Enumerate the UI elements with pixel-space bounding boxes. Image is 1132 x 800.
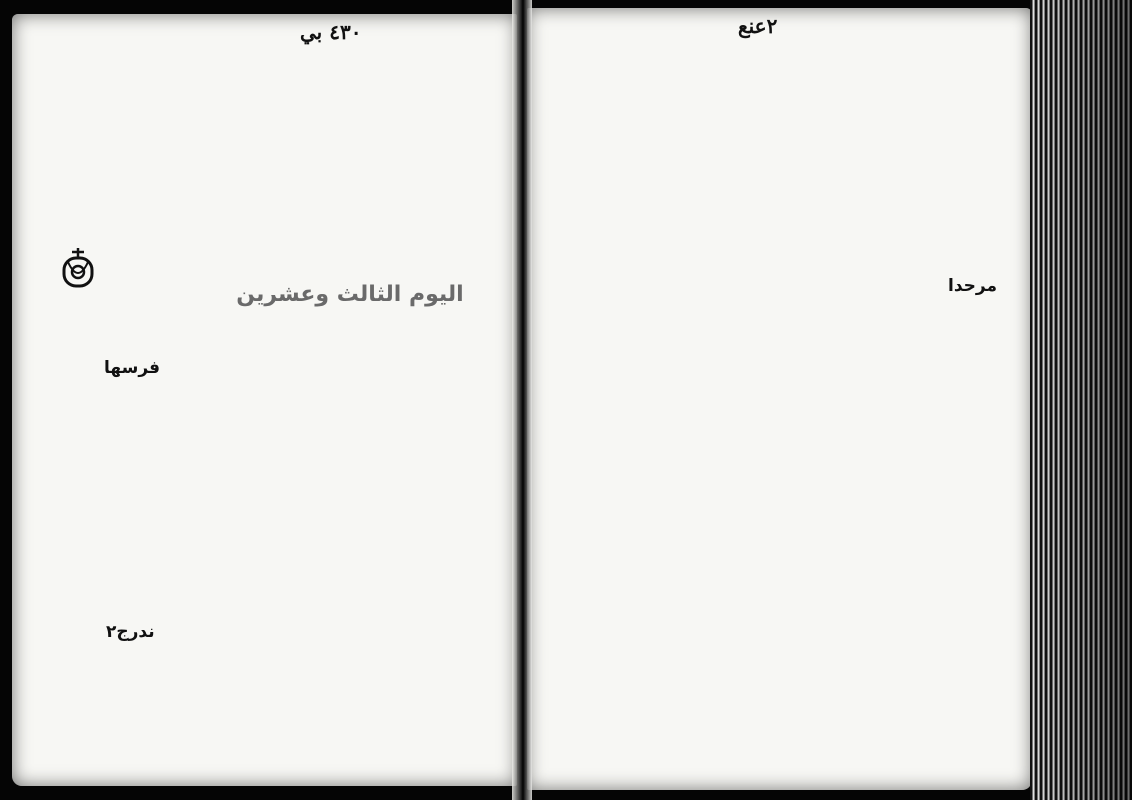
section-heading: اليوم الثالث وعشرين bbox=[236, 282, 464, 307]
left-page bbox=[12, 14, 517, 786]
book-gutter bbox=[512, 0, 532, 800]
margin-note-left-2: ندرج٢ bbox=[106, 622, 155, 642]
right-folio-number: ٢عنع bbox=[738, 14, 778, 38]
page-edges-shadow bbox=[1030, 0, 1132, 800]
left-folio-number: ٤٣٠ بي bbox=[300, 20, 362, 44]
knot-ornament-icon bbox=[58, 244, 98, 296]
margin-note-right-1: مرحدا bbox=[948, 276, 997, 296]
right-page bbox=[527, 8, 1032, 790]
margin-note-left-1: فرسها bbox=[104, 358, 161, 378]
